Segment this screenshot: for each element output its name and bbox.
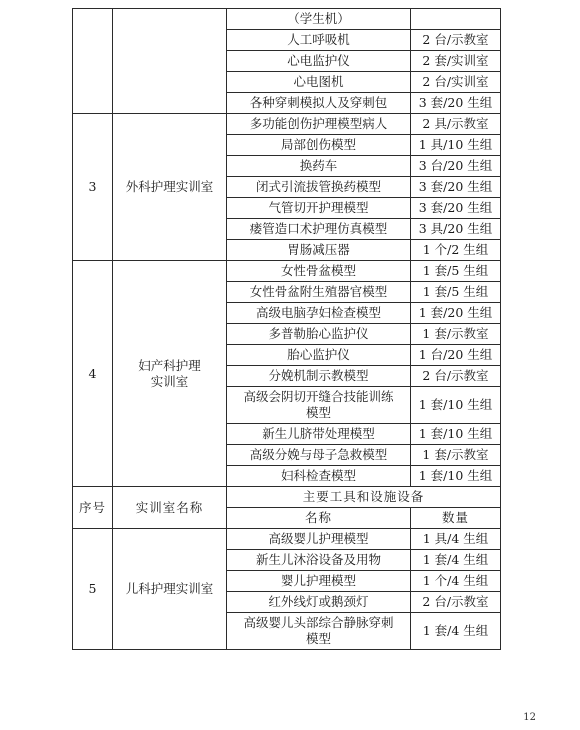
seq-cell: 4: [73, 261, 113, 487]
equipment-qty: 1 套/10 生组: [411, 424, 501, 445]
equipment-qty: [411, 9, 501, 30]
header-room-name: 实训室名称: [113, 487, 227, 529]
room-name-line: 妇产科护理: [138, 357, 201, 373]
room-name-line: 实训室: [150, 373, 189, 389]
equipment-name: （学生机）: [227, 9, 411, 30]
header-row: [73, 487, 501, 508]
equipment-name: 气管切开护理模型: [227, 198, 411, 219]
seq-cell: 3: [73, 114, 113, 261]
seq-cell: 5: [73, 529, 113, 650]
equipment-qty: 3 台/20 生组: [411, 156, 501, 177]
room-cell: 外科护理实训室: [113, 114, 227, 261]
equipment-name: 胃肠减压器: [227, 240, 411, 261]
equipment-qty: 1 台/20 生组: [411, 345, 501, 366]
equipment-name: 高级电脑孕妇检查模型: [227, 303, 411, 324]
equipment-name: 各种穿刺模拟人及穿刺包: [227, 93, 411, 114]
equipment-name: 女性骨盆附生殖器官模型: [227, 282, 411, 303]
equipment-qty: 2 台/示教室: [411, 366, 501, 387]
equipment-name: 心电图机: [227, 72, 411, 93]
room-cell: [113, 9, 227, 114]
equipment-name-line: 高级会阴切开缝合技能训练: [243, 389, 394, 404]
equipment-qty: 2 台/示教室: [411, 592, 501, 613]
header-seq: 序号: [73, 487, 113, 529]
equipment-qty: 3 套/20 生组: [411, 198, 501, 219]
equipment-qty: 3 套/20 生组: [411, 177, 501, 198]
table-row: [73, 529, 501, 550]
equipment-name-line: 模型: [305, 405, 331, 420]
equipment-qty: 1 套/4 生组: [411, 550, 501, 571]
equipment-name: 红外线灯或鹅颈灯: [227, 592, 411, 613]
equipment-qty: 1 套/示教室: [411, 445, 501, 466]
equipment-qty: 3 套/20 生组: [411, 93, 501, 114]
seq-cell: [73, 9, 113, 114]
table-row: [73, 9, 501, 30]
equipment-name: 新生儿沐浴设备及用物: [227, 550, 411, 571]
equipment-name: 换药车: [227, 156, 411, 177]
table-row: [73, 114, 501, 135]
equipment-name-line: 高级婴儿头部综合静脉穿刺: [243, 615, 394, 630]
equipment-qty: 2 具/示教室: [411, 114, 501, 135]
header-name: 名称: [227, 508, 411, 529]
equipment-table: [72, 8, 501, 650]
equipment-qty: 1 套/示教室: [411, 324, 501, 345]
equipment-name-line: 模型: [305, 631, 331, 646]
equipment-name: 瘘管造口术护理仿真模型: [227, 219, 411, 240]
equipment-name: 多功能创伤护理模型病人: [227, 114, 411, 135]
equipment-name: [227, 387, 411, 424]
equipment-name: 高级分娩与母子急救模型: [227, 445, 411, 466]
equipment-qty: 1 套/10 生组: [411, 387, 501, 424]
equipment-qty: 1 套/10 生组: [411, 466, 501, 487]
equipment-qty: 1 套/5 生组: [411, 282, 501, 303]
equipment-qty: 2 套/实训室: [411, 51, 501, 72]
equipment-qty: 1 个/2 生组: [411, 240, 501, 261]
equipment-name: 分娩机制示教模型: [227, 366, 411, 387]
equipment-name: 高级婴儿护理模型: [227, 529, 411, 550]
equipment-name: 人工呼吸机: [227, 30, 411, 51]
equipment-name: 婴儿护理模型: [227, 571, 411, 592]
equipment-name: 局部创伤模型: [227, 135, 411, 156]
equipment-name: [227, 613, 411, 650]
equipment-name: 心电监护仪: [227, 51, 411, 72]
equipment-qty: 2 台/实训室: [411, 72, 501, 93]
header-quantity: 数量: [411, 508, 501, 529]
equipment-qty: 2 台/示教室: [411, 30, 501, 51]
equipment-name: 闭式引流拔管换药模型: [227, 177, 411, 198]
equipment-qty: 3 具/20 生组: [411, 219, 501, 240]
equipment-qty: 1 具/10 生组: [411, 135, 501, 156]
page-number: 12: [523, 712, 536, 723]
header-main-equipment: 主要工具和设施设备: [227, 487, 501, 508]
equipment-name: 新生儿脐带处理模型: [227, 424, 411, 445]
equipment-name: 胎心监护仪: [227, 345, 411, 366]
equipment-qty: 1 套/20 生组: [411, 303, 501, 324]
equipment-name: 妇科检查模型: [227, 466, 411, 487]
room-cell: 儿科护理实训室: [113, 529, 227, 650]
equipment-qty: 1 套/5 生组: [411, 261, 501, 282]
equipment-qty: 1 套/4 生组: [411, 613, 501, 650]
equipment-name: 女性骨盆模型: [227, 261, 411, 282]
equipment-qty: 1 具/4 生组: [411, 529, 501, 550]
room-cell: [113, 261, 227, 487]
table-row: [73, 261, 501, 282]
equipment-qty: 1 个/4 生组: [411, 571, 501, 592]
equipment-name: 多普勒胎心监护仪: [227, 324, 411, 345]
